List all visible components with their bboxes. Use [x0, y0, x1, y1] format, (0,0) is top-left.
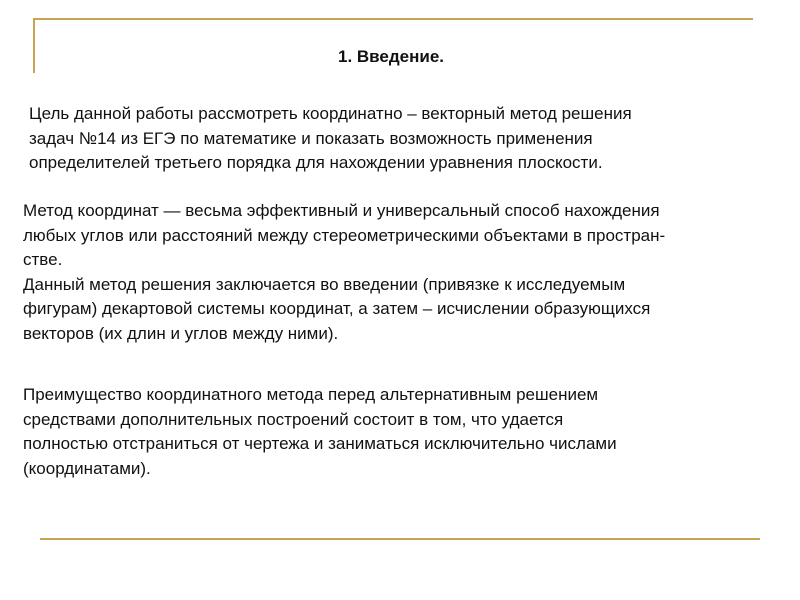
top-rule: [33, 18, 753, 20]
paragraph-line: (координатами).: [23, 458, 151, 478]
paragraph-goal: [29, 102, 632, 176]
paragraph-method: [23, 199, 665, 346]
slide-title: 1. Введение.: [338, 47, 445, 66]
paragraph-line: Преимущество координатного метода перед альтернативным решением: [23, 385, 599, 404]
paragraph-line: средствами дополнительных построений состоит в том, что удается: [23, 409, 564, 429]
paragraph-advantage: [23, 383, 617, 481]
paragraph-line: полностью отстраниться от чертежа и заниматься исключительно числами: [23, 434, 617, 453]
paragraph-line: задач №14 из ЕГЭ по математике и показать возможность применения: [29, 128, 593, 148]
left-rule: [33, 18, 35, 73]
paragraph-line: любых углов или расстояний между стереометрическими объектами в простран-: [23, 225, 666, 245]
bottom-rule: [40, 538, 760, 540]
paragraph-line: Метод координат — весьма эффективный и универсальный способ нахождения: [23, 201, 660, 220]
paragraph-line: фигурам) декартовой системы координат, а затем – исчислении образующихся: [23, 299, 651, 318]
paragraph-line: Данный метод решения заключается во введении (привязке к исследуемым: [23, 274, 626, 294]
paragraph-line: векторов (их длин и углов между ними).: [23, 323, 339, 343]
paragraph-line: Цель данной работы рассмотреть координатно – векторный метод решения: [29, 104, 632, 123]
paragraph-line: стве.: [23, 250, 63, 269]
paragraph-line: определителей третьего порядка для нахождении уравнения плоскости.: [29, 153, 603, 172]
